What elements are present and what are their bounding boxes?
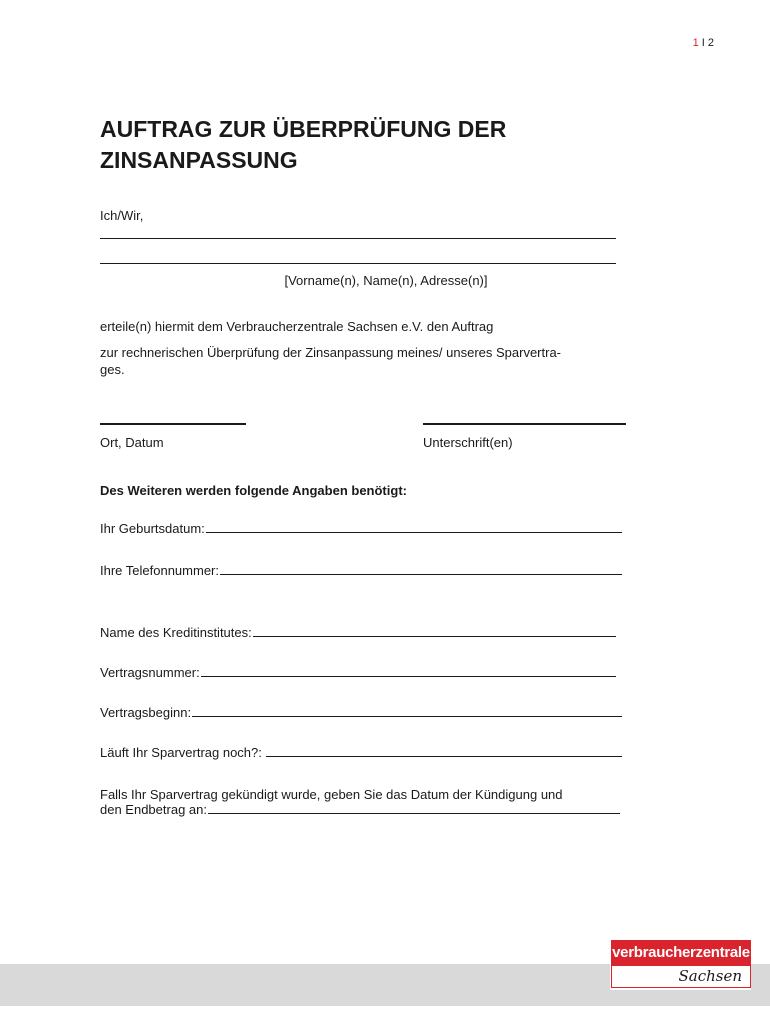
logo-wordmark: verbraucherzentrale xyxy=(611,940,751,966)
birthdate-label: Ihr Geburtsdatum: xyxy=(100,521,205,536)
contract-number-field xyxy=(100,665,616,680)
termination-input-line[interactable] xyxy=(208,813,620,814)
contract-start-label: Vertragsbeginn: xyxy=(100,705,192,720)
name-address-caption: [Vorname(n), Name(n), Adresse(n)] xyxy=(284,273,488,288)
birthdate-field xyxy=(100,521,622,536)
contract-number-label: Vertragsnummer: xyxy=(100,665,200,680)
page-number xyxy=(693,37,714,49)
still-running-field xyxy=(100,745,622,760)
body-text-line-3: ges. xyxy=(100,362,125,377)
birthdate-input-line[interactable] xyxy=(206,532,622,533)
section-heading: Des Weiteren werden folgende Angaben benötigt: xyxy=(100,483,407,498)
phone-field xyxy=(100,563,622,578)
verbraucherzentrale-logo xyxy=(610,940,751,990)
phone-label: Ihre Telefonnummer: xyxy=(100,563,219,578)
logo-region-script: Sachsen xyxy=(678,967,742,985)
contract-start-field xyxy=(100,705,622,720)
still-running-input-line[interactable] xyxy=(266,756,622,757)
logo-region xyxy=(611,966,751,988)
still-running-label: Läuft Ihr Sparvertrag noch?: xyxy=(100,745,266,760)
termination-label: den Endbetrag an: xyxy=(100,802,207,817)
phone-input-line[interactable] xyxy=(220,574,622,575)
bank-name-field xyxy=(100,625,616,640)
signature-line[interactable] xyxy=(423,423,626,425)
bank-name-input-line[interactable] xyxy=(253,636,616,637)
name-line-1[interactable] xyxy=(100,238,616,239)
page-current: 1 xyxy=(692,37,699,49)
termination-field xyxy=(100,802,620,817)
contract-number-input-line[interactable] xyxy=(201,676,616,677)
signature-label: Unterschrift(en) xyxy=(423,435,513,450)
place-date-label: Ort, Datum xyxy=(100,435,164,450)
body-text-line-1: erteile(n) hiermit dem Verbraucherzentrale Sachsen e.V. den Auftrag xyxy=(100,319,494,334)
name-line-2[interactable] xyxy=(100,263,616,264)
bank-name-label: Name des Kreditinstitutes: xyxy=(100,625,252,640)
page-separator: I xyxy=(698,37,708,49)
contract-start-input-line[interactable] xyxy=(192,716,622,717)
document-title: AUFTRAG ZUR ÜBERPRÜFUNG DER ZINSANPASSUNG xyxy=(100,116,507,173)
body-text-line-2: zur rechnerischen Überprüfung der Zinsanpassung meines/ unseres Sparvertra- xyxy=(100,345,562,360)
termination-text-line-1: Falls Ihr Sparvertrag gekündigt wurde, geben Sie das Datum der Kündigung und xyxy=(100,787,563,802)
salutation: Ich/Wir, xyxy=(100,208,144,223)
page-total: 2 xyxy=(707,37,714,49)
place-date-line[interactable] xyxy=(100,423,246,425)
